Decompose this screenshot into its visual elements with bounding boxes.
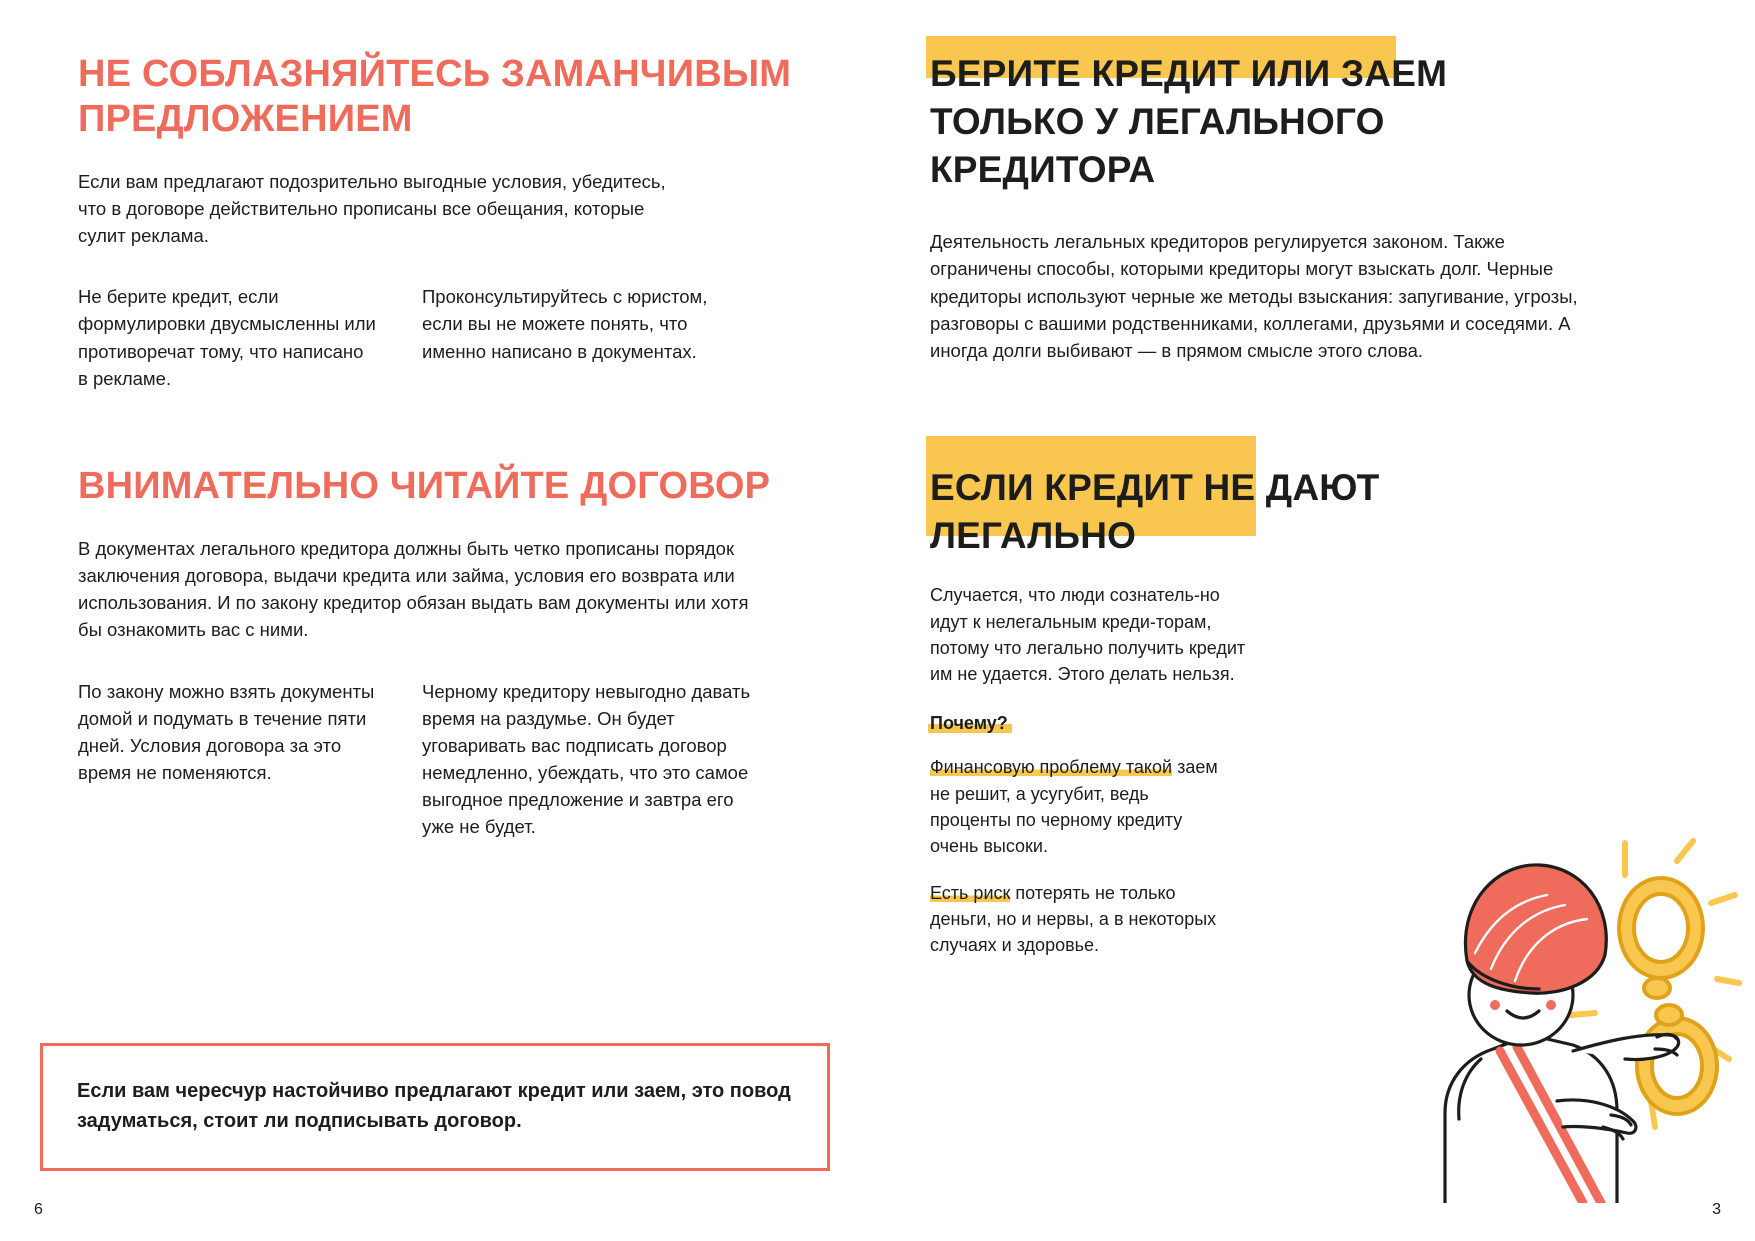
right-section1 — [930, 36, 1695, 364]
left-section2-lead: В документах легального кредитора должны быть четко прописаны порядок заключения договора, выдачи кредита или займа, условия его возврата или использования. И по закону кредитор обязан выдать вам документы или хотя бы ознакомить вас с ними. — [78, 537, 749, 641]
right-section1-lead: Деятельность легальных кредиторов регулируется законом. Также ограничены способы, которыми кредиторы могут взыскать долг. Черные кредиторы используют черные же методы взыскания: запугивание, угрозы, разговоры с вашими родственниками, коллегами, друзьями и соседями. А иногда долги выбивают — в прямом смысле этого слова. — [930, 231, 1578, 362]
right-section2-lead: Случается, что люди сознатель-но идут к нелегальным креди-торам, потому что легально получить кредит им не удается. Этого делать нельзя. — [930, 585, 1246, 685]
left-section1-col1 — [78, 283, 378, 392]
left-section1-col2 — [422, 283, 722, 392]
left-section2-col2-text: Черному кредитору невыгодно давать время на раздумье. Он будет уговаривать вас подписать договор немедленно, убеждать, что это самое выгодное предложение и завтра его уже не будет. — [422, 680, 751, 838]
left-callout-text: Если вам чересчур настойчиво предлагают кредит или заем, это повод задуматься, стоит ли подписывать договор. — [77, 1080, 791, 1132]
right-section2-note1 — [930, 754, 1230, 859]
left-section1-col1-text: Не берите кредит, если формулировки двусмысленны или противоречат тому, что написано в рекламе. — [78, 286, 376, 389]
right-section2-why-text: Почему? — [930, 713, 1008, 734]
left-page-number: 6 — [34, 1201, 43, 1218]
left-section2-col1-text: По закону можно взять документы домой и подумать в течение пяти дней. Условия договора за это время не поменяются. — [78, 680, 375, 784]
illustration-moneylender-handcuffs — [1325, 783, 1745, 1203]
left-section1-col2-text: Проконсультируйтесь с юристом, если вы не можете понять, что именно написано в документах. — [422, 286, 708, 362]
left-section2-heading: ВНИМАТЕЛЬНО ЧИТАЙТЕ ДОГОВОР — [78, 464, 771, 507]
left-section1-heading: НЕ СОБЛАЗНЯЙТЕСЬ ЗАМАНЧИВЫМ ПРЕДЛОЖЕНИЕМ — [78, 53, 792, 140]
right-section1-heading-line2: ТОЛЬКО У ЛЕГАЛЬНОГО — [930, 101, 1385, 143]
right-section2-note2-rest: потерять не только деньги, но и нервы, а в некоторых случаях и здоровье. — [930, 882, 1217, 956]
right-section2-textblock — [930, 582, 1260, 958]
right-section2-note2 — [930, 880, 1230, 959]
right-section2-note1-rest: заем не решит, а усугубит, ведь проценты по черному кредиту очень высоки. — [930, 757, 1218, 857]
right-section2-why-label — [930, 713, 1008, 734]
right-section2-heading-line1: ЕСЛИ КРЕДИТ НЕ ДАЮТ — [930, 467, 1380, 509]
right-section2-note2-marked: Есть риск — [930, 882, 1011, 903]
left-section1-lead: Если вам предлагают подозрительно выгодные условия, убедитесь, что в договоре действительно прописаны все обещания, которые сулит реклама. — [78, 170, 666, 247]
right-section1-heading-line3: КРЕДИТОРА — [930, 149, 1156, 191]
right-section2-heading-line2: ЛЕГАЛЬНО — [930, 515, 1137, 557]
right-section1-heading-line1: БЕРИТЕ КРЕДИТ ИЛИ ЗАЕМ — [930, 53, 1448, 94]
left-section2 — [78, 464, 840, 841]
left-section2-col2 — [422, 678, 752, 841]
left-section2-col1 — [78, 678, 378, 841]
illustration-svg — [1325, 783, 1745, 1203]
left-section2-columns — [78, 678, 840, 841]
right-page-number: 3 — [1712, 1201, 1721, 1218]
right-section1-heading — [930, 36, 1695, 194]
right-section2-note1-marked: Финансовую проблему такой — [930, 757, 1173, 778]
left-section1-columns — [78, 283, 840, 392]
right-page — [900, 0, 1755, 1241]
left-callout-box — [40, 1043, 830, 1171]
